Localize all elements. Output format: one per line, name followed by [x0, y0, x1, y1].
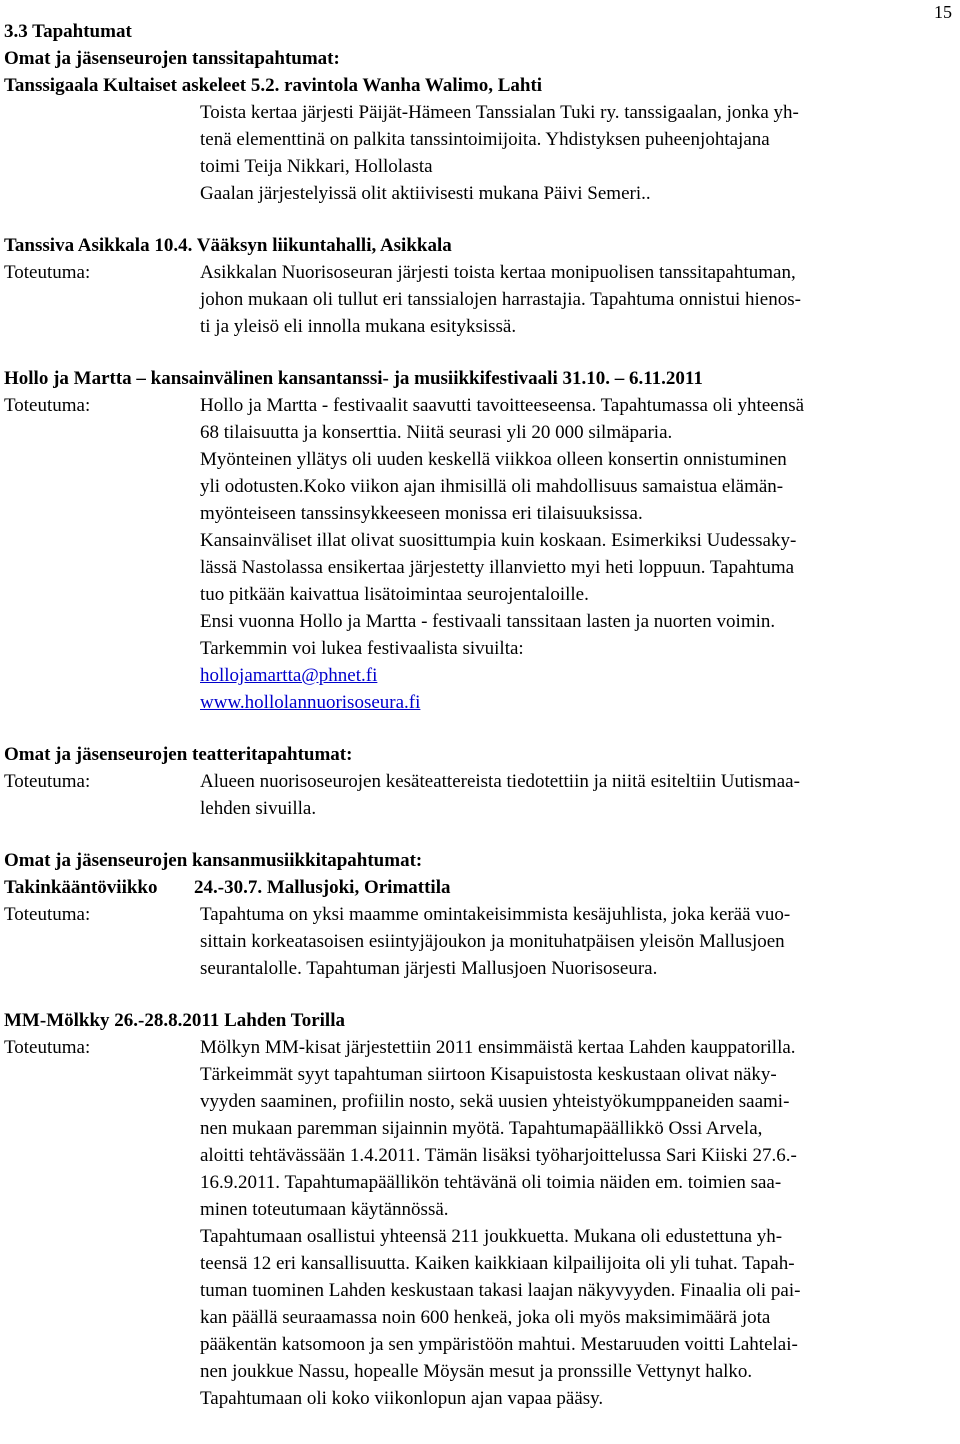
website-link[interactable]: www.hollolannuorisoseura.fi: [200, 692, 421, 713]
gala-text: [4, 99, 956, 207]
text-line: nen mukaan paremman sijainnin myötä. Tapahtumapäällikkö Ossi Arvela,: [200, 1118, 763, 1139]
text-line: aloitti tehtävässään 1.4.2011. Tämän lisäksi työharjoittelussa Sari Kiiski 27.6.-: [200, 1145, 797, 1166]
event-label: Takinkääntöviikko: [4, 877, 158, 898]
text-line: Toista kertaa järjesti Päijät-Hämeen Tanssialan Tuki ry. tanssigaalan, jonka yh-: [200, 102, 799, 123]
text-line: Gaalan järjestelyissä olit aktiivisesti mukana Päivi Semeri..: [200, 183, 651, 204]
text-line: Mölkyn MM-kisat järjestettiin 2011 ensimmäistä kertaa Lahden kauppatorilla.: [200, 1037, 796, 1058]
music-events-heading: Omat ja jäsenseurojen kansanmusiikkitapahtumat:: [4, 850, 423, 871]
text-line: tuman tuominen Lahden keskustaan takasi laajan näkyvyyden. Finaalia oli pai-: [200, 1280, 801, 1301]
text-line: kan päällä seuraamassa noin 600 henkeä, joka oli myös maksimimäärä jota: [200, 1307, 771, 1328]
page-number: 15: [934, 2, 952, 22]
text-line: Myönteinen yllätys oli uuden keskellä viikkoa olleen konsertin onnistuminen: [200, 449, 787, 470]
molkky-result: [4, 1034, 956, 1412]
event-title: 24.-30.7. Mallusjoki, Orimattila: [194, 877, 451, 898]
text-line: toimi Teija Nikkari, Hollolasta: [200, 156, 433, 177]
text-line: lässä Nastolassa ensikertaa järjestetty illanvietto myi heti loppuun. Tapahtuma: [200, 557, 795, 578]
email-link[interactable]: hollojamartta@phnet.fi: [200, 665, 378, 686]
theatre-events-heading: Omat ja jäsenseurojen teatteritapahtumat:: [4, 744, 353, 765]
text-line: Tapahtuma on yksi maamme omintakeisimmista kesäjuhlista, joka kerää vuo-: [200, 904, 791, 925]
text-line: Tärkeimmät syyt tapahtuman siirtoon Kisapuistosta keskustaan olivat näky-: [200, 1064, 777, 1085]
hollo-title: Hollo ja Martta – kansainvälinen kansantanssi- ja musiikkifestivaali 31.10. – 6.11.2011: [4, 368, 703, 389]
theatre-result: [4, 768, 956, 822]
text-line: teensä 12 eri kansallisuutta. Kaiken kaikkiaan kilpailijoita oli yli tuhat. Tapah-: [200, 1253, 795, 1274]
text-line: vyyden saaminen, profiilin nosto, sekä uusien yhteistyökumppaneiden saami-: [200, 1091, 790, 1112]
text-line: 68 tilaisuutta ja konserttia. Niitä seurasi yli 20 000 silmäparia.: [200, 422, 673, 443]
text-line: ti ja yleisö eli innolla mukana esityksissä.: [200, 316, 517, 337]
music-result: [4, 901, 956, 982]
molkky-title: MM-Mölkky 26.-28.8.2011 Lahden Torilla: [4, 1010, 345, 1031]
text-line: Ensi vuonna Hollo ja Martta - festivaali tanssitaan lasten ja nuorten voimin.: [200, 611, 776, 632]
result-label: Toteutuma:: [4, 771, 91, 792]
takinkaanto-title: [4, 874, 956, 901]
result-label: Toteutuma:: [4, 904, 91, 925]
text-line: Tapahtumaan oli koko viikonlopun ajan vapaa pääsy.: [200, 1388, 604, 1409]
text-line: myönteiseen tanssinsykkeeseen monissa eri tilaisuuksissa.: [200, 503, 643, 524]
text-line: Alueen nuorisoseurojen kesäteattereista tiedotettiin ja niitä esiteltiin Uutismaa-: [200, 771, 800, 792]
text-line: yli odotusten.Koko viikon ajan ihmisillä oli mahdollisuus samaistua elämän-: [200, 476, 784, 497]
text-line: johon mukaan oli tullut eri tanssialojen harrastajia. Tapahtuma onnistui hienos-: [200, 289, 801, 310]
result-label: Toteutuma:: [4, 262, 91, 283]
section-title: 3.3 Tapahtumat: [4, 21, 132, 42]
text-line: Tapahtumaan osallistui yhteensä 211 joukkuetta. Mukana oli edustettuna yh-: [200, 1226, 783, 1247]
result-label: Toteutuma:: [4, 1037, 91, 1058]
tanssiva-title: Tanssiva Asikkala 10.4. Vääksyn liikuntahalli, Asikkala: [4, 235, 452, 256]
text-line: pääkentän katsomoon ja sen ympäristöön mahtui. Mestaruuden voitti Lahtelai-: [200, 1334, 798, 1355]
document-body: [4, 18, 956, 1412]
text-line: minen toteutumaan käytännössä.: [200, 1199, 449, 1220]
text-line: Kansainväliset illat olivat suosittumpia kuin koskaan. Esimerkiksi Uudessaky-: [200, 530, 797, 551]
text-line: tuo pitkään kaivattua lisätoimintaa seurojentaloille.: [200, 584, 589, 605]
text-line: Hollo ja Martta - festivaalit saavutti tavoitteeseensa. Tapahtumassa oli yhteensä: [200, 395, 805, 416]
text-line: Asikkalan Nuorisoseuran järjesti toista kertaa monipuolisen tanssitapahtuman,: [200, 262, 796, 283]
tanssiva-result: [4, 259, 956, 340]
hollo-result: [4, 392, 956, 716]
gala-title: Tanssigaala Kultaiset askeleet 5.2. ravintola Wanha Walimo, Lahti: [4, 75, 543, 96]
text-line: 16.9.2011. Tapahtumapäällikön tehtävänä oli toimia näiden em. toimien saa-: [200, 1172, 782, 1193]
text-line: lehden sivuilla.: [200, 798, 317, 819]
text-line: nen joukkue Nassu, hopealle Möysän mesut ja pronssille Vettynyt halko.: [200, 1361, 753, 1382]
result-label: Toteutuma:: [4, 395, 91, 416]
text-line: sittain korkeatasoisen esiintyjäjoukon ja monituhatpäisen yleisön Mallusjoen: [200, 931, 785, 952]
text-line: seurantalolle. Tapahtuman järjesti Mallusjoen Nuorisoseura.: [200, 958, 658, 979]
text-line: Tarkemmin voi lukea festivaalista sivuilta:: [200, 638, 524, 659]
dance-events-heading: Omat ja jäsenseurojen tanssitapahtumat:: [4, 48, 340, 69]
text-line: tenä elementtinä on palkita tanssintoimijoita. Yhdistyksen puheenjohtajana: [200, 129, 770, 150]
